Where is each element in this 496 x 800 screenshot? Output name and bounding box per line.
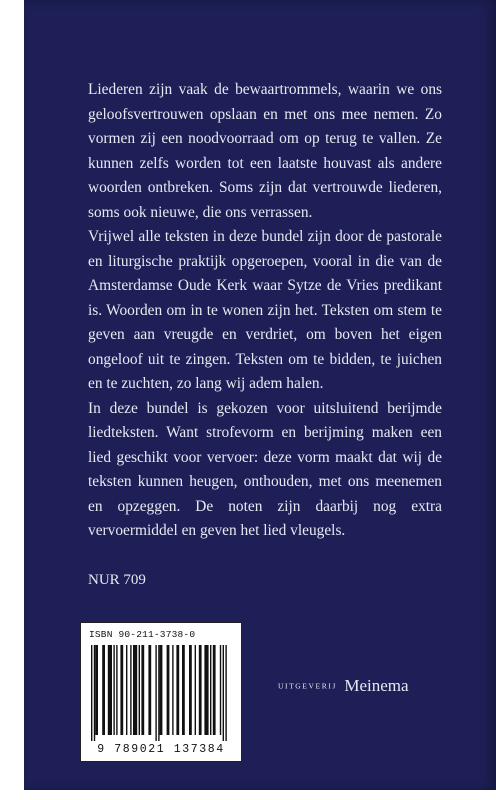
publisher-name: Meinema — [344, 676, 409, 695]
barcode-icon — [89, 645, 233, 741]
nur-code: NUR 709 — [88, 572, 146, 588]
barcode-label — [80, 622, 242, 762]
ean-number: 9 789021 137384 — [97, 743, 225, 756]
blurb-text — [88, 78, 442, 544]
publisher-logo — [278, 676, 409, 696]
blurb-paragraph-3: In deze bundel is gekozen voor uitsluitend berijmde liedteksten. Want strofevorm en berijming maken een lied geschikt voor vervoer: deze vorm maakt dat wij de teksten kunnen heugen, onthouden, met ons meenemen en opzeggen. De noten zijn daarbij nog extra vervoermiddel en geven het lied vleugels. — [88, 399, 442, 539]
publisher-prefix: UITGEVERIJ — [278, 681, 337, 691]
blurb-paragraph-2: Vrijwel alle teksten in deze bundel zijn door de pastorale en liturgische praktijk opgeroepen, vooral in die van de Amsterdamse Oude Kerk waar Sytze de Vries predikant is. Woorden om in te wonen zijn het. Teksten om stem te geven aan vreugde en verdriet, om boven het eigen ongeloof uit te zingen. Teksten om te bidden, te juichen en te zuchten, zo lang wij adem halen. — [88, 228, 442, 392]
isbn-text: ISBN 90-211-3738-0 — [89, 629, 196, 640]
blurb-paragraph-1: Liederen zijn vaak de bewaartrommels, waarin we ons geloofsvertrouwen opslaan en met ons mee nemen. Zo vormen zij een noodvoorraad om op terug te vallen. Ze kunnen zelfs worden tot een laatste houvast als andere woorden ontbreken. Soms zijn dat vertrouwde liederen, soms ook nieuwe, die ons verrassen. — [88, 81, 442, 221]
